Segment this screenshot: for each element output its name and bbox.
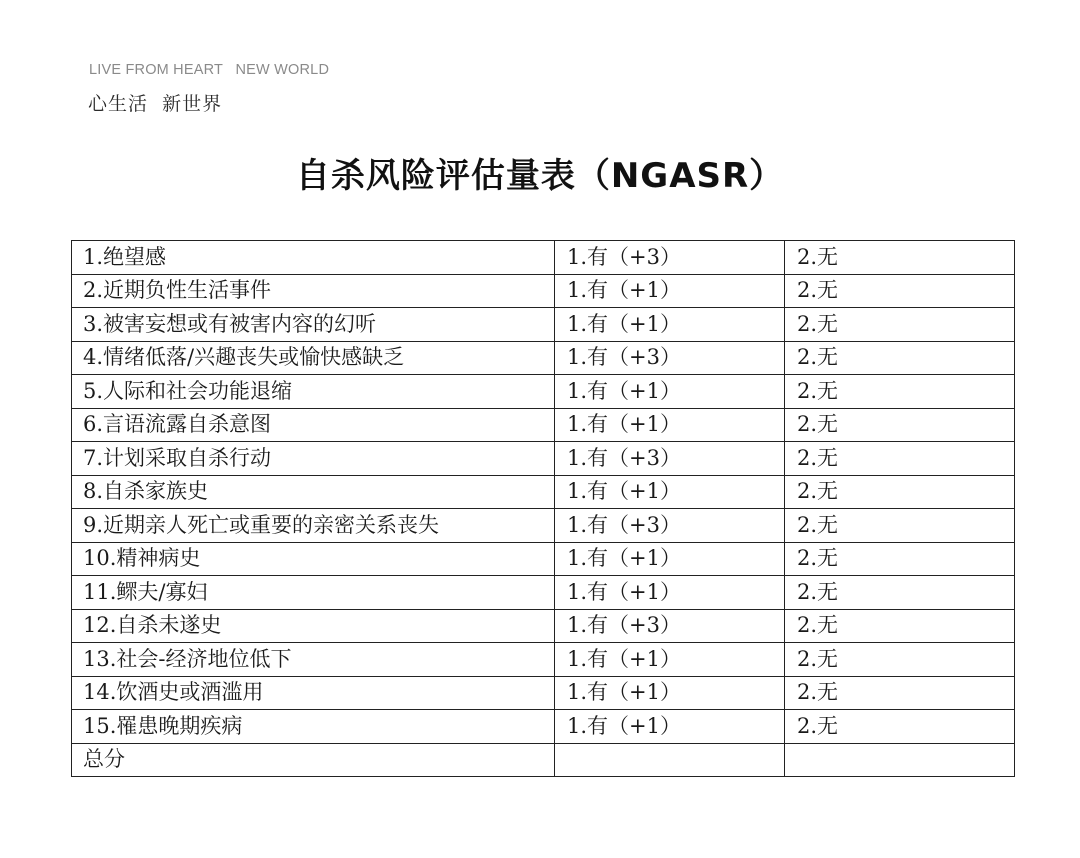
yes-score-cell: 1.有（+3） [555, 609, 785, 643]
table-row [72, 509, 1015, 543]
brand-slogan-cn: 心生活 新世界 [88, 93, 223, 115]
table-row [72, 442, 1015, 476]
yes-score-cell: 1.有（+1） [555, 576, 785, 610]
yes-score-cell: 1.有（+3） [555, 509, 785, 543]
table-row [72, 643, 1015, 677]
no-cell: 2.无 [785, 609, 1015, 643]
item-cell: 10.精神病史 [72, 542, 555, 576]
no-cell: 2.无 [785, 710, 1015, 744]
table-row [72, 542, 1015, 576]
item-cell: 4.情绪低落/兴趣丧失或愉快感缺乏 [72, 341, 555, 375]
yes-score-cell: 1.有（+1） [555, 408, 785, 442]
no-cell: 2.无 [785, 576, 1015, 610]
item-cell: 9.近期亲人死亡或重要的亲密关系丧失 [72, 509, 555, 543]
table-row [72, 274, 1015, 308]
no-cell: 2.无 [785, 241, 1015, 275]
yes-score-cell: 1.有（+1） [555, 710, 785, 744]
total-no-cell [785, 743, 1015, 777]
no-cell: 2.无 [785, 341, 1015, 375]
yes-score-cell: 1.有（+1） [555, 475, 785, 509]
item-cell: 2.近期负性生活事件 [72, 274, 555, 308]
yes-score-cell: 1.有（+1） [555, 375, 785, 409]
item-cell: 11.鳏夫/寡妇 [72, 576, 555, 610]
yes-score-cell: 1.有（+1） [555, 542, 785, 576]
item-cell: 7.计划采取自杀行动 [72, 442, 555, 476]
assessment-table [71, 240, 1015, 777]
total-row [72, 743, 1015, 777]
total-yes-cell [555, 743, 785, 777]
yes-score-cell: 1.有（+1） [555, 643, 785, 677]
item-cell: 15.罹患晚期疾病 [72, 710, 555, 744]
no-cell: 2.无 [785, 408, 1015, 442]
total-label-cell: 总分 [72, 743, 555, 777]
yes-score-cell: 1.有（+1） [555, 308, 785, 342]
table-row [72, 576, 1015, 610]
table-row [72, 475, 1015, 509]
table-row [72, 375, 1015, 409]
no-cell: 2.无 [785, 274, 1015, 308]
yes-score-cell: 1.有（+3） [555, 341, 785, 375]
no-cell: 2.无 [785, 308, 1015, 342]
table-row [72, 408, 1015, 442]
yes-score-cell: 1.有（+3） [555, 442, 785, 476]
no-cell: 2.无 [785, 542, 1015, 576]
brand-slogan-en: LIVE FROM HEART NEW WORLD [89, 62, 330, 78]
table-row [72, 609, 1015, 643]
no-cell: 2.无 [785, 442, 1015, 476]
yes-score-cell: 1.有（+1） [555, 676, 785, 710]
table-row [72, 710, 1015, 744]
yes-score-cell: 1.有（+3） [555, 241, 785, 275]
item-cell: 12.自杀未遂史 [72, 609, 555, 643]
yes-score-cell: 1.有（+1） [555, 274, 785, 308]
no-cell: 2.无 [785, 375, 1015, 409]
item-cell: 6.言语流露自杀意图 [72, 408, 555, 442]
item-cell: 1.绝望感 [72, 241, 555, 275]
table-row [72, 676, 1015, 710]
table-row [72, 341, 1015, 375]
item-cell: 5.人际和社会功能退缩 [72, 375, 555, 409]
table-row [72, 308, 1015, 342]
item-cell: 13.社会-经济地位低下 [72, 643, 555, 677]
item-cell: 3.被害妄想或有被害内容的幻听 [72, 308, 555, 342]
table-row [72, 241, 1015, 275]
page-title: 自杀风险评估量表（NGASR） [295, 156, 785, 196]
no-cell: 2.无 [785, 676, 1015, 710]
no-cell: 2.无 [785, 509, 1015, 543]
item-cell: 8.自杀家族史 [72, 475, 555, 509]
item-cell: 14.饮酒史或酒滥用 [72, 676, 555, 710]
no-cell: 2.无 [785, 475, 1015, 509]
no-cell: 2.无 [785, 643, 1015, 677]
